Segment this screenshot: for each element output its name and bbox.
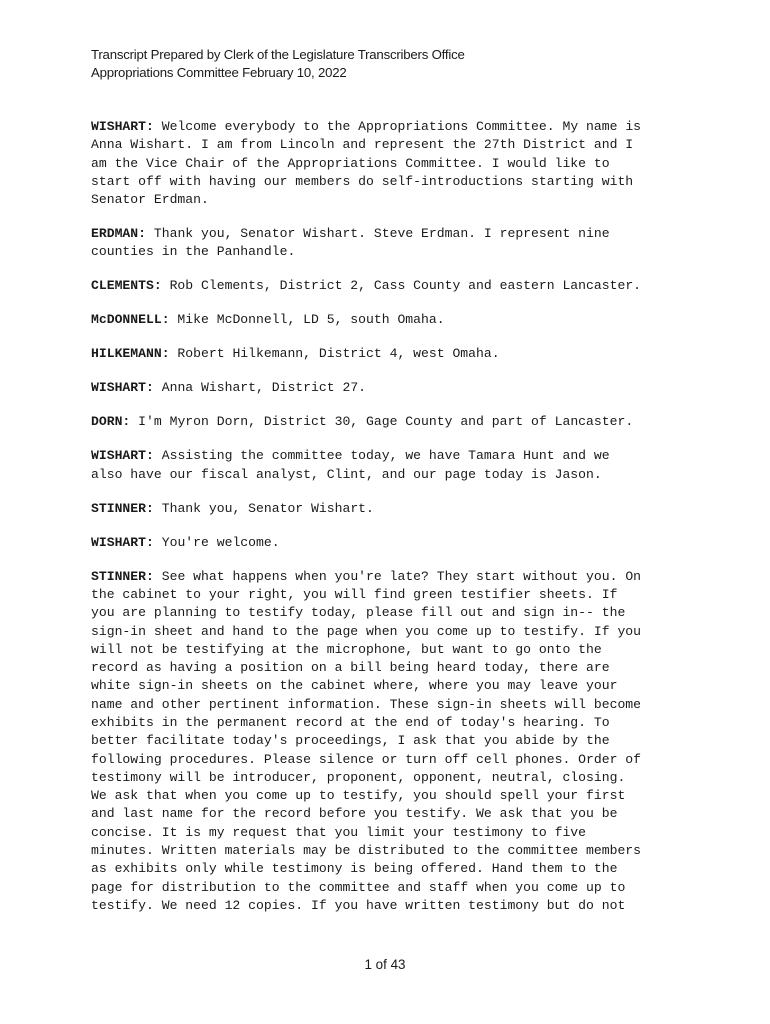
- transcript-line: You're welcome.: [153, 534, 280, 550]
- transcript-line: Anna Wishart. I am from Lincoln and represent the 27th District and I: [91, 137, 634, 153]
- transcript-line: you are planning to testify today, please fill out and sign in-- the: [91, 605, 626, 621]
- transcript-paragraph: [91, 534, 691, 552]
- document-header: [91, 46, 465, 82]
- speaker-name: STINNER:: [91, 500, 154, 516]
- transcript-paragraph: [91, 379, 691, 397]
- transcript-line: Anna Wishart, District 27.: [153, 380, 367, 396]
- transcript-line: Rob Clements, District 2, Cass County and eastern Lancaster.: [161, 278, 642, 294]
- transcript-line: See what happens when you're late? They start without you. On: [153, 568, 642, 584]
- speaker-name: ERDMAN:: [91, 226, 147, 242]
- transcript-paragraph: [91, 447, 691, 484]
- speaker-name: McDONNELL:: [91, 312, 170, 328]
- transcript-line: the cabinet to your right, you will find green testifier sheets. If: [91, 586, 618, 602]
- transcript-line: will not be testifying at the microphone, but want to go onto the: [91, 641, 602, 657]
- transcript-paragraph: [91, 311, 691, 329]
- transcript-line: We ask that when you come up to testify, you should spell your first: [91, 788, 626, 804]
- transcript-line: start off with having our members do self-introductions starting with: [91, 173, 634, 189]
- speaker-name: STINNER:: [91, 568, 154, 584]
- transcript-line: following procedures. Please silence or turn off cell phones. Order of: [91, 751, 642, 767]
- transcript-line: concise. It is my request that you limit your testimony to five: [91, 824, 587, 840]
- transcript-line: sign-in sheet and hand to the page when you come up to testify. If you: [91, 623, 642, 639]
- transcript-line: better facilitate today's proceedings, I ask that you abide by the: [91, 733, 610, 749]
- transcript-line: Robert Hilkemann, District 4, west Omaha.: [169, 346, 500, 362]
- transcript-paragraph: [91, 345, 691, 363]
- transcript-paragraph: [91, 413, 691, 431]
- transcript-paragraph: [91, 500, 691, 518]
- transcript-line: record as having a position on a bill being heard today, there are: [91, 660, 610, 676]
- transcript-line: Thank you, Senator Wishart. Steve Erdman. I represent nine: [146, 226, 610, 242]
- transcript-line: exhibits in the permanent record at the end of today's hearing. To: [91, 715, 610, 730]
- transcript-line: counties in the Panhandle.: [91, 244, 296, 260]
- transcript-paragraph: [91, 225, 691, 262]
- speaker-name: WISHART:: [91, 448, 154, 464]
- transcript-line: Assisting the committee today, we have Tamara Hunt and we: [153, 448, 610, 464]
- speaker-name: WISHART:: [91, 380, 154, 396]
- transcript-line: page for distribution to the committee and staff when you come up to: [91, 879, 626, 895]
- header-subtitle: Appropriations Committee February 10, 2022: [91, 65, 347, 80]
- header-title: Transcript Prepared by Clerk of the Legislature Transcribers Office: [91, 47, 465, 62]
- transcript-paragraph: [91, 568, 691, 916]
- speaker-name: WISHART:: [91, 534, 154, 550]
- speaker-name: CLEMENTS:: [91, 278, 162, 294]
- transcript-line: testify. We need 12 copies. If you have written testimony but do not: [91, 897, 626, 913]
- transcript-line: testimony will be introducer, proponent, opponent, neutral, closing.: [91, 769, 626, 785]
- speaker-name: DORN:: [91, 414, 131, 430]
- transcript-line: white sign-in sheets on the cabinet where, where you may leave your: [91, 678, 618, 694]
- speaker-name: WISHART:: [91, 119, 154, 134]
- transcript-body: [91, 118, 691, 931]
- transcript-line: Welcome everybody to the Appropriations Committee. My name is: [153, 119, 642, 134]
- transcript-line: I'm Myron Dorn, District 30, Gage County and part of Lancaster.: [130, 414, 634, 430]
- transcript-paragraph: [91, 118, 691, 209]
- transcript-line: and last name for the record before you testify. We ask that you be: [91, 806, 618, 822]
- transcript-line: am the Vice Chair of the Appropriations Committee. I would like to: [91, 155, 610, 171]
- transcript-line: Senator Erdman.: [91, 192, 209, 208]
- page-number: 1 of 43: [364, 957, 406, 972]
- transcript-line: also have our fiscal analyst, Clint, and our page today is Jason.: [91, 466, 602, 482]
- transcript-line: Thank you, Senator Wishart.: [153, 500, 374, 516]
- transcript-line: Mike McDonnell, LD 5, south Omaha.: [169, 312, 445, 328]
- speaker-name: HILKEMANN:: [91, 346, 170, 362]
- transcript-paragraph: [91, 277, 691, 295]
- transcript-line: name and other pertinent information. These sign-in sheets will become: [91, 696, 642, 712]
- transcript-line: as exhibits only while testimony is being offered. Hand them to the: [91, 861, 618, 877]
- transcript-line: minutes. Written materials may be distributed to the committee members: [91, 843, 642, 859]
